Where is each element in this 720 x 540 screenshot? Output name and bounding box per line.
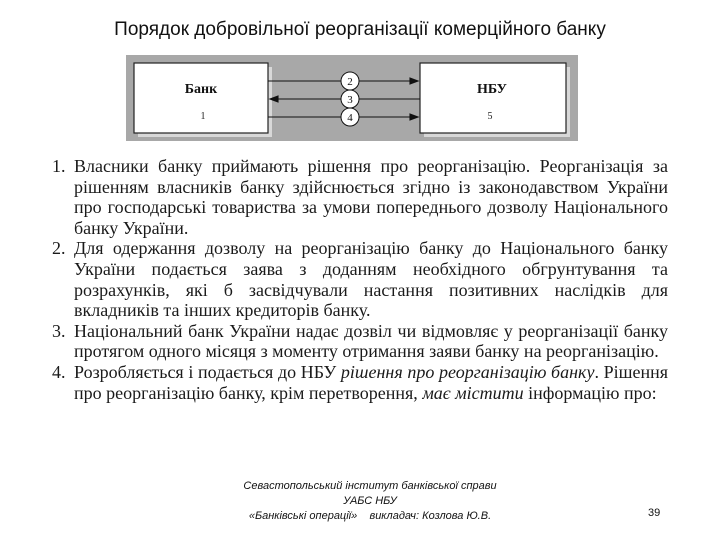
step-number: 2. bbox=[52, 238, 66, 259]
nbu-box-number: 5 bbox=[487, 111, 493, 122]
bank-nbu-diagram bbox=[126, 55, 578, 141]
step-text: Національний банк України надає дозвіл чи відмовляє у реорганізації банку протягом одного місяця з моменту отримання заяви банку на реорганізацію. bbox=[74, 320, 668, 362]
bank-box bbox=[134, 63, 268, 133]
step-text-part: . Рішення про реорганізацію банку, крім перетворення, bbox=[74, 361, 669, 403]
step-item bbox=[52, 362, 668, 403]
step-number: 3. bbox=[52, 320, 66, 341]
nbu-box bbox=[420, 63, 566, 133]
arrow-4-label: 4 bbox=[347, 112, 353, 124]
step-text-part: інформацію про: bbox=[523, 382, 657, 403]
step-item bbox=[52, 321, 668, 362]
step-text-emphasis: рішення про реорганізацію банку bbox=[340, 361, 595, 382]
step-item bbox=[52, 238, 668, 320]
step-text-emphasis: має містити bbox=[422, 382, 524, 403]
arrow-3-label: 3 bbox=[347, 94, 353, 106]
step-text: Для одержання дозволу на реорганізацію банку до Національного банку України подається заява з доданням необхідного обгрунтування та розрахунків, які б засвідчували настання позитивних наслідків для вкладників та інших кредиторів банку. bbox=[74, 238, 668, 321]
step-text-part: Розробляється і подається до НБУ bbox=[74, 361, 341, 382]
bank-box-label: Банк bbox=[184, 82, 218, 97]
page-title: Порядок добровільної реорганізації комерційного банку bbox=[114, 19, 606, 40]
step-number: 1. bbox=[52, 156, 66, 176]
footer bbox=[190, 479, 550, 524]
footer-course: «Банківські операції» викладач: Козлова Ю.В. bbox=[248, 510, 492, 522]
footer-org: УАБС НБУ bbox=[343, 495, 397, 507]
bank-box-number: 1 bbox=[200, 111, 206, 122]
nbu-box-label: НБУ bbox=[477, 82, 507, 97]
arrow-2-label: 2 bbox=[347, 76, 353, 88]
footer-institute: Севастопольський інститут банківської справи bbox=[243, 480, 497, 492]
step-number: 4. bbox=[52, 361, 66, 382]
step-text: Власники банку приймають рішення про реорганізацію. Реорганізація за рішенням власників банку здійснюється згідно із законодавством України про господарські товариства за умови попереднього дозволу Національного банку України. bbox=[74, 156, 668, 238]
steps-list bbox=[52, 156, 668, 403]
step-text bbox=[74, 362, 668, 403]
page-number: 39 bbox=[648, 507, 661, 519]
step-item bbox=[52, 156, 668, 238]
